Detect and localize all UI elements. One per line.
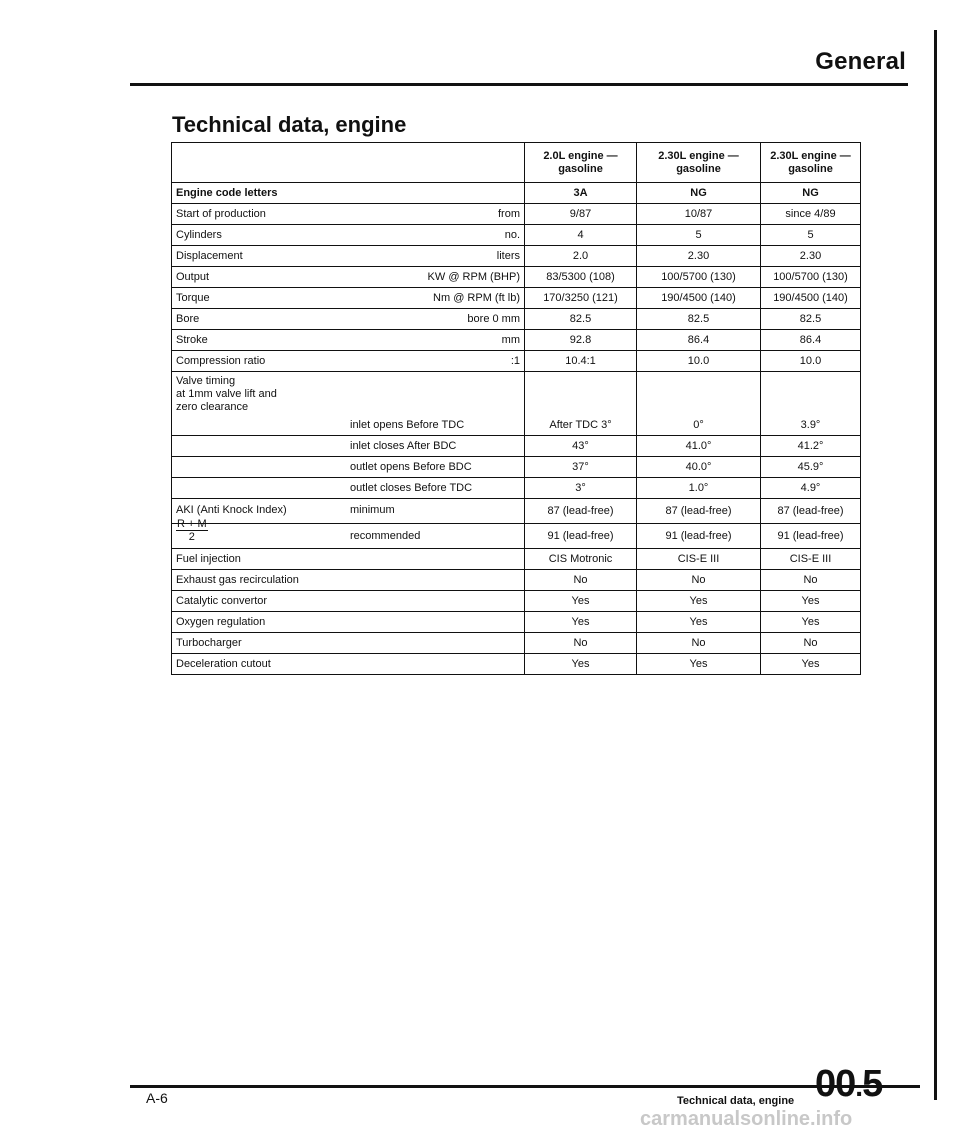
table-row: [172, 478, 861, 499]
table-row: [172, 267, 861, 288]
table-cell: 43°: [525, 436, 637, 457]
table-cell: CIS Motronic: [525, 549, 637, 570]
table-cell: 10.4:1: [525, 351, 637, 372]
aki-formula-denominator: 2: [188, 531, 195, 543]
table-cell: Yes: [761, 591, 861, 612]
table-cell: No: [761, 570, 861, 591]
row-unit: mm: [501, 334, 520, 346]
table-cell: 100/5700 (130): [637, 267, 761, 288]
table-cell: Yes: [761, 654, 861, 675]
table-cell: 10.0: [761, 351, 861, 372]
row-label-text: Bore: [176, 313, 200, 325]
page-separator: .: [855, 1071, 863, 1102]
table-cell: Yes: [637, 591, 761, 612]
row-unit: no.: [504, 229, 520, 241]
table-cell: 92.8: [525, 330, 637, 351]
row-label-text: Output: [176, 271, 210, 283]
row-label: [172, 309, 525, 330]
row-label: Deceleration cutout: [172, 654, 525, 675]
table-row: [172, 246, 861, 267]
table-cell: 82.5: [525, 309, 637, 330]
table-cell: NG: [761, 183, 861, 204]
table-row: [172, 415, 861, 436]
table-cell: 190/4500 (140): [637, 288, 761, 309]
table-cell: 5: [637, 225, 761, 246]
row-unit: :1: [510, 355, 520, 367]
aki-formula-numerator: R + M: [177, 518, 207, 530]
row-label: Catalytic convertor: [172, 591, 525, 612]
table-cell: Yes: [637, 654, 761, 675]
table-row: [172, 204, 861, 225]
table-cell: 190/4500 (140): [761, 288, 861, 309]
table-row: [172, 183, 861, 204]
aki-formula: [176, 518, 208, 543]
table-cell: 170/3250 (121): [525, 288, 637, 309]
row-unit: KW @ RPM (BHP): [427, 271, 520, 283]
header-rule: [130, 83, 908, 86]
table-row: [172, 570, 861, 591]
row-label-text: Start of production: [176, 208, 266, 220]
table-cell: 5: [761, 225, 861, 246]
table-cell: 4.9°: [761, 478, 861, 499]
footer-section-code: A-6: [146, 1090, 168, 1106]
table-row: [172, 499, 861, 524]
column-header: 2.30L engine — gasoline: [637, 143, 761, 183]
table-row: [172, 330, 861, 351]
aki-row-label: minimum: [350, 504, 395, 516]
column-header: 2.30L engine — gasoline: [761, 143, 861, 183]
table-cell: 82.5: [637, 309, 761, 330]
aki-label: AKI (Anti Knock Index): [176, 504, 287, 516]
row-unit: bore 0 mm: [467, 313, 520, 325]
header-title: General: [815, 48, 906, 75]
table-cell: 91 (lead-free): [761, 524, 861, 549]
table-cell: 91 (lead-free): [525, 524, 637, 549]
table-cell: 41.2°: [761, 436, 861, 457]
row-label-text: Cylinders: [176, 229, 222, 241]
table-row: [172, 524, 861, 549]
table-cell: Yes: [637, 612, 761, 633]
table-cell: 86.4: [761, 330, 861, 351]
table-row: [172, 654, 861, 675]
table-cell: 2.30: [761, 246, 861, 267]
table-cell: Yes: [525, 591, 637, 612]
table-cell: 3.9°: [761, 415, 861, 436]
table-cell: No: [637, 633, 761, 654]
table-cell: No: [525, 633, 637, 654]
table-cell: [637, 372, 761, 415]
row-unit: from: [498, 208, 520, 220]
table-row: [172, 591, 861, 612]
table-row: [172, 225, 861, 246]
aki-label-cell: [172, 499, 525, 524]
valve-timing-row-label: inlet closes After BDC: [172, 436, 525, 457]
table-row: [172, 309, 861, 330]
footer-rule: [130, 1085, 920, 1088]
row-label: [172, 183, 525, 204]
table-cell: No: [525, 570, 637, 591]
row-label: [172, 267, 525, 288]
table-cell: 4: [525, 225, 637, 246]
row-unit: Nm @ RPM (ft lb): [433, 292, 520, 304]
row-label: Oxygen regulation: [172, 612, 525, 633]
table-cell: 87 (lead-free): [525, 499, 637, 524]
valve-timing-line: at 1mm valve lift and: [176, 388, 277, 400]
table-cell: 45.9°: [761, 457, 861, 478]
table-header-row: [172, 143, 861, 183]
table-row: [172, 633, 861, 654]
table-cell: [761, 372, 861, 415]
table-cell: 3°: [525, 478, 637, 499]
row-label: Turbocharger: [172, 633, 525, 654]
table-cell: Yes: [525, 612, 637, 633]
table-cell: Yes: [761, 612, 861, 633]
row-label: [172, 288, 525, 309]
row-label: Exhaust gas recirculation: [172, 570, 525, 591]
table-cell: 83/5300 (108): [525, 267, 637, 288]
table-row: [172, 351, 861, 372]
valve-timing-row-label: inlet opens Before TDC: [172, 415, 525, 436]
table-cell: 100/5700 (130): [761, 267, 861, 288]
footer-page-number: [815, 1063, 882, 1106]
table-cell: NG: [637, 183, 761, 204]
aki-row-label: recommended: [350, 530, 421, 542]
table-cell: No: [761, 633, 861, 654]
table-cell: 2.30: [637, 246, 761, 267]
table-cell: 9/87: [525, 204, 637, 225]
table-cell: No: [637, 570, 761, 591]
valve-timing-line: Valve timing: [176, 375, 236, 387]
table-cell: Yes: [525, 654, 637, 675]
table-cell: since 4/89: [761, 204, 861, 225]
row-unit: liters: [496, 250, 520, 262]
table-cell: 86.4: [637, 330, 761, 351]
row-label-text: Stroke: [176, 334, 208, 346]
table-row: [172, 612, 861, 633]
table-cell: After TDC 3°: [525, 415, 637, 436]
row-label: [172, 246, 525, 267]
column-header: 2.0L engine — gasoline: [525, 143, 637, 183]
row-label-text: Engine code letters: [176, 187, 278, 199]
table-cell: 0°: [637, 415, 761, 436]
table-cell: 2.0: [525, 246, 637, 267]
table-cell: 87 (lead-free): [637, 499, 761, 524]
row-label-text: Displacement: [176, 250, 243, 262]
valve-timing-row-label: outlet opens Before BDC: [172, 457, 525, 478]
watermark: carmanualsonline.info: [640, 1108, 853, 1130]
valve-timing-label: [172, 372, 525, 415]
row-label: [172, 204, 525, 225]
table-cell: 87 (lead-free): [761, 499, 861, 524]
table-row: [172, 436, 861, 457]
row-label-text: Torque: [176, 292, 210, 304]
valve-timing-row-label: outlet closes Before TDC: [172, 478, 525, 499]
valve-timing-line: zero clearance: [176, 401, 249, 413]
row-label: [172, 330, 525, 351]
page-minor: 5: [862, 1063, 883, 1105]
table-cell: 40.0°: [637, 457, 761, 478]
table-cell: 1.0°: [637, 478, 761, 499]
row-label: Fuel injection: [172, 549, 525, 570]
row-label: [172, 351, 525, 372]
page-major: 00: [815, 1063, 856, 1105]
table-cell: 82.5: [761, 309, 861, 330]
header-blank-cell: [172, 143, 525, 183]
table-cell: 10.0: [637, 351, 761, 372]
table-row: [172, 549, 861, 570]
engine-spec-table: [171, 142, 861, 675]
table-cell: 3A: [525, 183, 637, 204]
footer-title: Technical data, engine: [677, 1095, 795, 1107]
row-label-text: Compression ratio: [176, 355, 266, 367]
section-title: Technical data, engine: [172, 112, 407, 137]
table-cell: 37°: [525, 457, 637, 478]
table-cell: 41.0°: [637, 436, 761, 457]
table-row: [172, 372, 861, 415]
table-cell: [525, 372, 637, 415]
row-label: [172, 225, 525, 246]
table-cell: CIS-E III: [637, 549, 761, 570]
aki-formula-cell: [172, 518, 525, 549]
table-row: [172, 457, 861, 478]
table-cell: 10/87: [637, 204, 761, 225]
page-right-border: [934, 30, 937, 1100]
table-cell: 91 (lead-free): [637, 524, 761, 549]
table-row: [172, 288, 861, 309]
table-cell: CIS-E III: [761, 549, 861, 570]
